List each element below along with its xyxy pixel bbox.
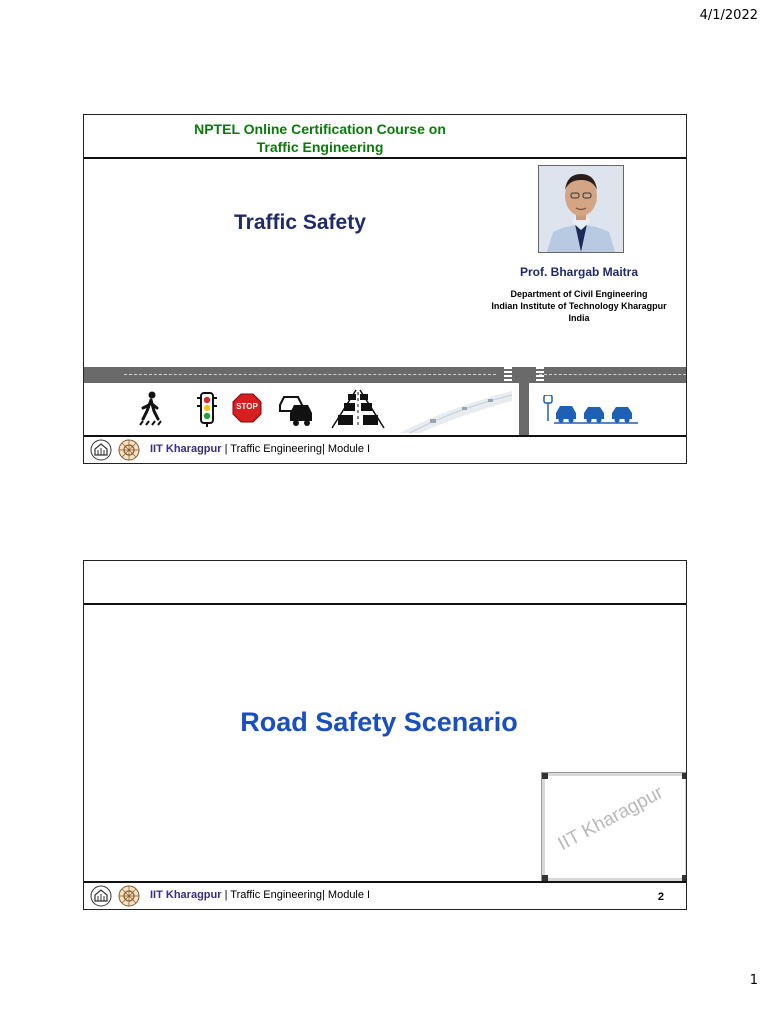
zebra-crossing xyxy=(536,367,544,383)
country: India xyxy=(568,313,590,323)
footer-course: | Traffic Engineering| Module I xyxy=(221,889,371,901)
highway-icon xyxy=(400,387,512,433)
course-line-1: NPTEL Online Certification Course on xyxy=(194,121,446,137)
department: Department of Civil Engineering xyxy=(510,289,648,299)
footer-text xyxy=(150,889,370,901)
watermark: IIT Kharagpur xyxy=(554,782,667,856)
traffic-icons-row xyxy=(84,385,686,435)
professor-name: Prof. Bhargab Maitra xyxy=(519,265,639,279)
collision-cars-icon xyxy=(276,389,314,429)
pedestrian-crossing-icon xyxy=(138,391,164,427)
zebra-crossing xyxy=(504,367,512,383)
slide-title: Road Safety Scenario xyxy=(240,707,518,737)
footer-institute: IIT Kharagpur xyxy=(150,443,222,455)
footer-institute: IIT Kharagpur xyxy=(150,889,222,901)
course-line-2: Traffic Engineering xyxy=(256,139,384,155)
slide-1 xyxy=(83,114,687,464)
slide-footer xyxy=(84,881,686,909)
slide-header xyxy=(84,115,686,159)
slide-2 xyxy=(83,560,687,910)
nptel-logo-icon xyxy=(118,439,140,461)
nptel-logo-icon xyxy=(118,885,140,907)
professor-affiliation xyxy=(464,288,687,324)
institute: Indian Institute of Technology Kharagpur xyxy=(491,301,667,311)
traffic-jam-icon xyxy=(326,388,390,430)
slide-header xyxy=(84,561,686,605)
whiteboard-image xyxy=(542,773,687,881)
iit-logo-icon xyxy=(90,439,112,461)
road-strip xyxy=(84,367,686,383)
traffic-light-icon xyxy=(196,392,218,428)
iit-logo-icon xyxy=(90,885,112,907)
page-number: 1 xyxy=(749,973,758,988)
stop-sign-icon xyxy=(232,393,262,423)
footer-text xyxy=(150,443,370,455)
footer-course: | Traffic Engineering| Module I xyxy=(221,443,371,455)
parking-cars-icon xyxy=(542,395,644,425)
page-date: 4/1/2022 xyxy=(699,8,758,23)
slide-footer xyxy=(84,435,686,463)
professor-photo xyxy=(538,165,624,253)
slide-number: 2 xyxy=(657,891,664,903)
course-title xyxy=(83,115,686,156)
slide-title: Traffic Safety xyxy=(234,211,366,234)
stop-sign-text: STOP xyxy=(236,402,258,411)
